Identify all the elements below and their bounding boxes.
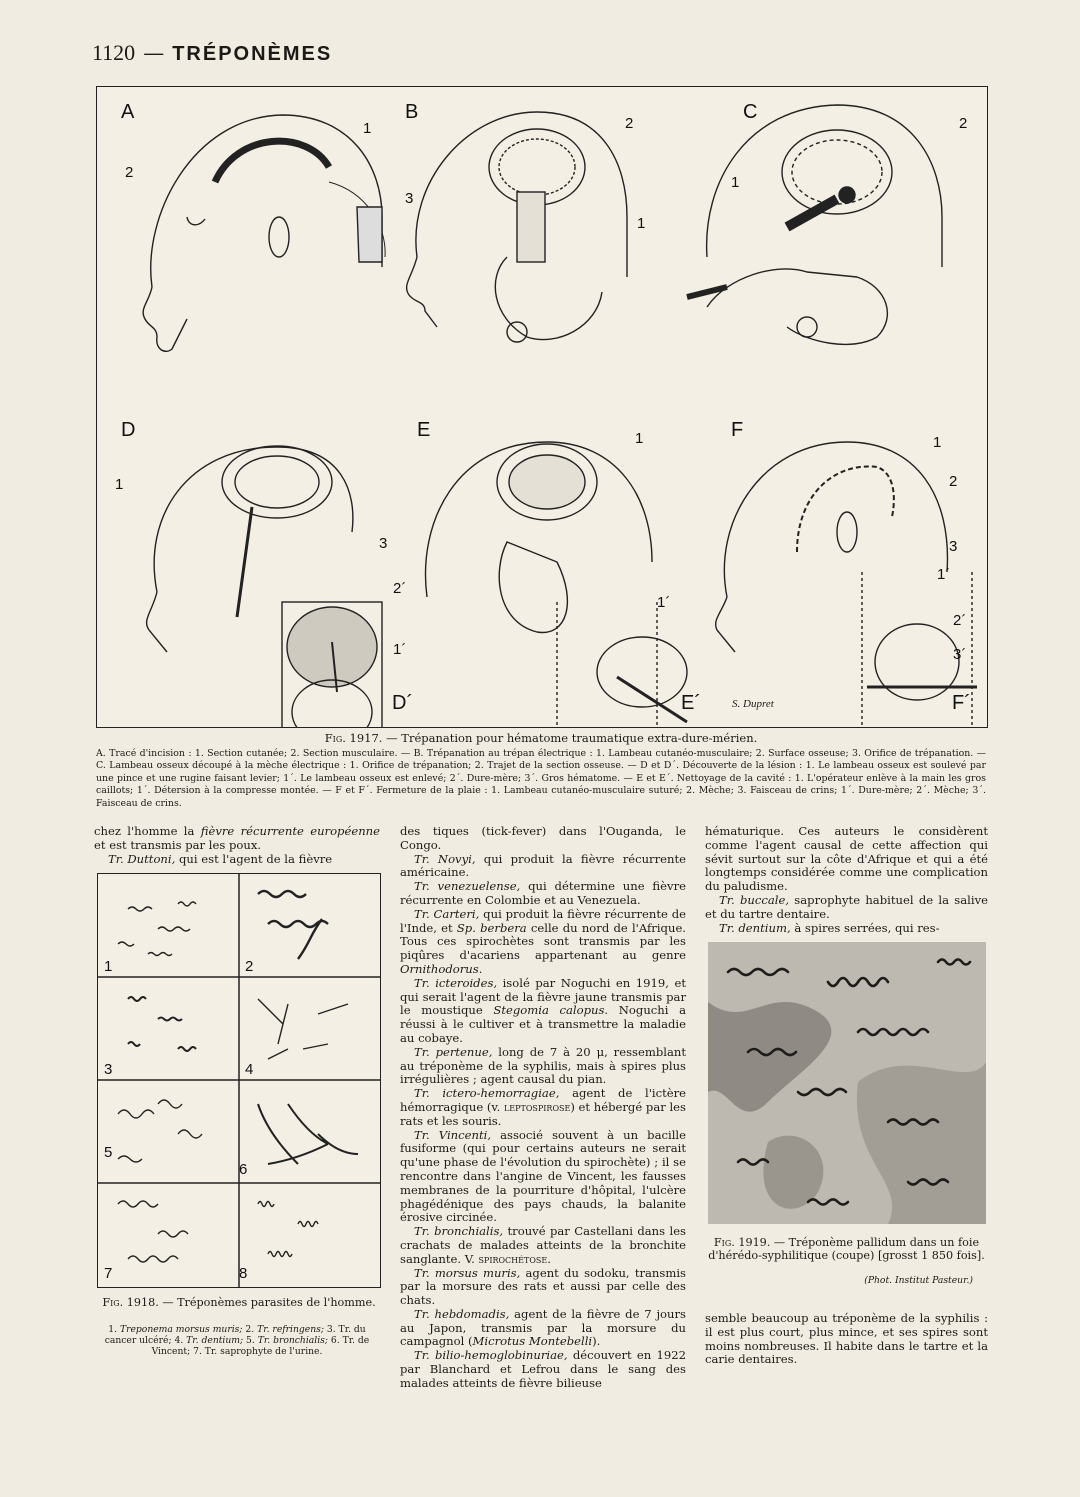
marker-e-1prime: 1´	[657, 594, 671, 611]
panel-label-d: D	[121, 419, 136, 441]
panel-f	[716, 442, 977, 727]
marker-f-1prime: 1´	[937, 566, 951, 583]
grid-cell-5: 5	[104, 1144, 113, 1161]
marker-a-2: 2	[125, 164, 134, 181]
figure-1918-illustration	[98, 874, 380, 1287]
panel-label-f: F	[731, 419, 744, 441]
panel-label-d-prime: D´	[392, 692, 414, 714]
marker-c-2: 2	[959, 115, 968, 132]
marker-b-2: 2	[625, 115, 634, 132]
marker-f-2prime: 2´	[953, 612, 967, 629]
figure-1919-micrograph	[708, 942, 986, 1224]
grid-cell-7: 7	[104, 1265, 113, 1282]
figure-1918-treponemes-grid	[97, 873, 381, 1288]
column-3-bottom: semble beaucoup au tréponème de la syphilis : il est plus court, plus mince, et ses spires sont moins nombreuses. Il habite dans le tartre et la carie dentaires.	[705, 1311, 988, 1367]
marker-f-2: 2	[949, 473, 958, 490]
panel-label-b: B	[405, 101, 419, 123]
panel-label-f-prime: F´	[952, 692, 971, 714]
marker-e-1: 1	[635, 430, 644, 447]
panel-c-head	[687, 105, 942, 344]
marker-d-3: 3	[379, 535, 388, 552]
panel-e	[426, 442, 688, 727]
grid-cell-6: 6	[239, 1161, 248, 1178]
figure-1917-trepanation	[96, 86, 988, 728]
marker-d-1prime: 1´	[393, 641, 407, 658]
panel-label-a: A	[121, 101, 135, 123]
panel-a-head	[143, 115, 385, 351]
column-2: des tiques (tick-fever) dans l'Ouganda, le Congo. Tr. Novyi, qui produit la fièvre récurrente américaine. Tr. venezuelense, qui détermine une fièvre récurrente en Colombie et au Venezuela. Tr. Carteri, qui produit la fièvre récurrente de l'Inde, et Sp. berbera celle du nord de l'Afrique. Tous ces spirochètes sont transmis par les piqûres d'acariens appartenant au genre Ornithodorus. Tr. icteroides, isolé par Noguchi en 1919, et qui serait l'agent de la fièvre jaune transmis par le moustique Stegomia calopus. Noguchi a réussi à le cultiver et à transmettre la maladie au cobaye. Tr. pertenue, long de 7 à 20 μ, ressemblant au tréponème de la syphilis, mais à spires plus irrégulières ; agent causal du pian. Tr. ictero-hemorragiae, agent de l'ictère hémorragique (v. leptospirose) et hébergé par les rats et les souris. Tr. Vincenti, associé souvent à un bacille fusiforme (qui pour certains auteurs ne serait qu'une phase de l'évolution du spirochète) ; il se rencontre dans l'angine de Vincent, les fausses membranes de la pourriture d'hôpital, l'ulcère phagédénique des pays chauds, la balanite érosive circinée. Tr. bronchialis, trouvé par Castellani dans les crachats de malades atteints de la bronchite sanglante. V. spirochétose. Tr. morsus muris, agent du sodoku, transmis par la morsure des rats et aussi par celle des chats. Tr. hebdomadis, agent de la fièvre de 7 jours au Japon, transmis par la morsure du campagnol (Microtus Montebelli). Tr. bilio-hemoglobinuriae, découvert en 1922 par Blanchard et Lefrou dans le sang des malades atteints de fièvre bilieuse	[400, 824, 687, 1390]
marker-d-1: 1	[115, 476, 124, 493]
figure-1917-legend: A. Tracé d'incision : 1. Section cutanée; 2. Section musculaire. — B. Trépanation au trépan électrique : 1. Lambeau cutanéo-musculaire; 2. Surface osseuse; 3. Orifice de trépanation. — C. Lambeau osseux découpé à la mèche électrique : 1. Orifice de trépanation; 2. Trajet de la section osseuse. — D et D´. Découverte de la lésion : 1. Le lambeau osseux est soulevé par une pince et une rugine faisant levier; 1´. Le lambeau osseux est enlevé; 2´. Dure-mère; 3´. Gros hématome. — E et E´. Nettoyage de la cavité : 1. L'opérateur enlève à la main les gros caillots; 1´. Détersion à la compresse montée. — F et F´. Fermeture de la plaie : 1. Lambeau cutanéo-musculaire suturé; 2. Mèche; 3. Faisceau de crins; 1´. Dure-mère; 2´. Mèche; 3´. Faisceau de crins.	[96, 748, 986, 809]
figure-1919-caption: Fig. 1919. — Tréponème pallidum dans un foie d'hérédo-syphilitique (coupe) [grosst 1 850 fois].	[708, 1236, 985, 1262]
figure-1918-legend: 1. Treponema morsus muris; 2. Tr. refringens; 3. Tr. du cancer ulcéré; 4. Tr. dentium; 5. Tr. bronchialis; 6. Tr. de Vincent; 7. Tr. saprophyte de l'urine.	[104, 1324, 370, 1357]
column-3-top: hématurique. Ces auteurs le considèrent comme l'agent causal de cette affection qui sévit surtout sur la côte d'Afrique et qui a été longtemps considérée comme une complication du paludisme. Tr. buccale, saprophyte habituel de la salive et du tartre dentaire. Tr. dentium, à spires serrées, qui res-	[705, 824, 988, 935]
marker-b-1: 1	[637, 215, 646, 232]
grid-cell-3: 3	[104, 1061, 113, 1078]
grid-cell-1: 1	[104, 958, 113, 975]
figure-1917-illustration	[97, 87, 987, 727]
panel-b-head	[407, 112, 627, 342]
column-1-top: chez l'homme la fièvre récurrente européenne et est transmis par les poux. Tr. Duttoni, qui est l'agent de la fièvre	[94, 824, 380, 866]
figure-1918-caption: Fig. 1918. — Tréponèmes parasites de l'homme.	[102, 1296, 376, 1309]
marker-f-3prime: 3´	[953, 646, 967, 663]
marker-f-3: 3	[949, 538, 958, 555]
grid-cell-4: 4	[245, 1061, 254, 1078]
micrograph-image	[708, 942, 986, 1224]
figure-1917-caption: Fig. 1917. — Trépanation pour hématome traumatique extra-dure-mérien.	[324, 731, 758, 745]
marker-c-1: 1	[731, 174, 740, 191]
grid-cell-2: 2	[245, 958, 254, 975]
running-header	[92, 40, 332, 66]
panel-d	[147, 446, 382, 727]
marker-a-1: 1	[363, 120, 372, 137]
grid-cell-8: 8	[239, 1265, 248, 1282]
header-separator: —	[143, 41, 165, 65]
panel-label-e: E	[417, 419, 431, 441]
marker-f-1: 1	[933, 434, 942, 451]
page-number: 1120	[92, 40, 136, 65]
panel-label-c: C	[743, 101, 758, 123]
figure-1919-credit: (Phot. Institut Pasteur.)	[864, 1275, 973, 1286]
page-title: TRÉPONÈMES	[172, 43, 333, 65]
marker-d-2prime: 2´	[393, 580, 407, 597]
panel-label-e-prime: E´	[681, 692, 701, 714]
marker-b-3: 3	[405, 190, 414, 207]
artist-signature: S. Dupret	[732, 698, 774, 710]
